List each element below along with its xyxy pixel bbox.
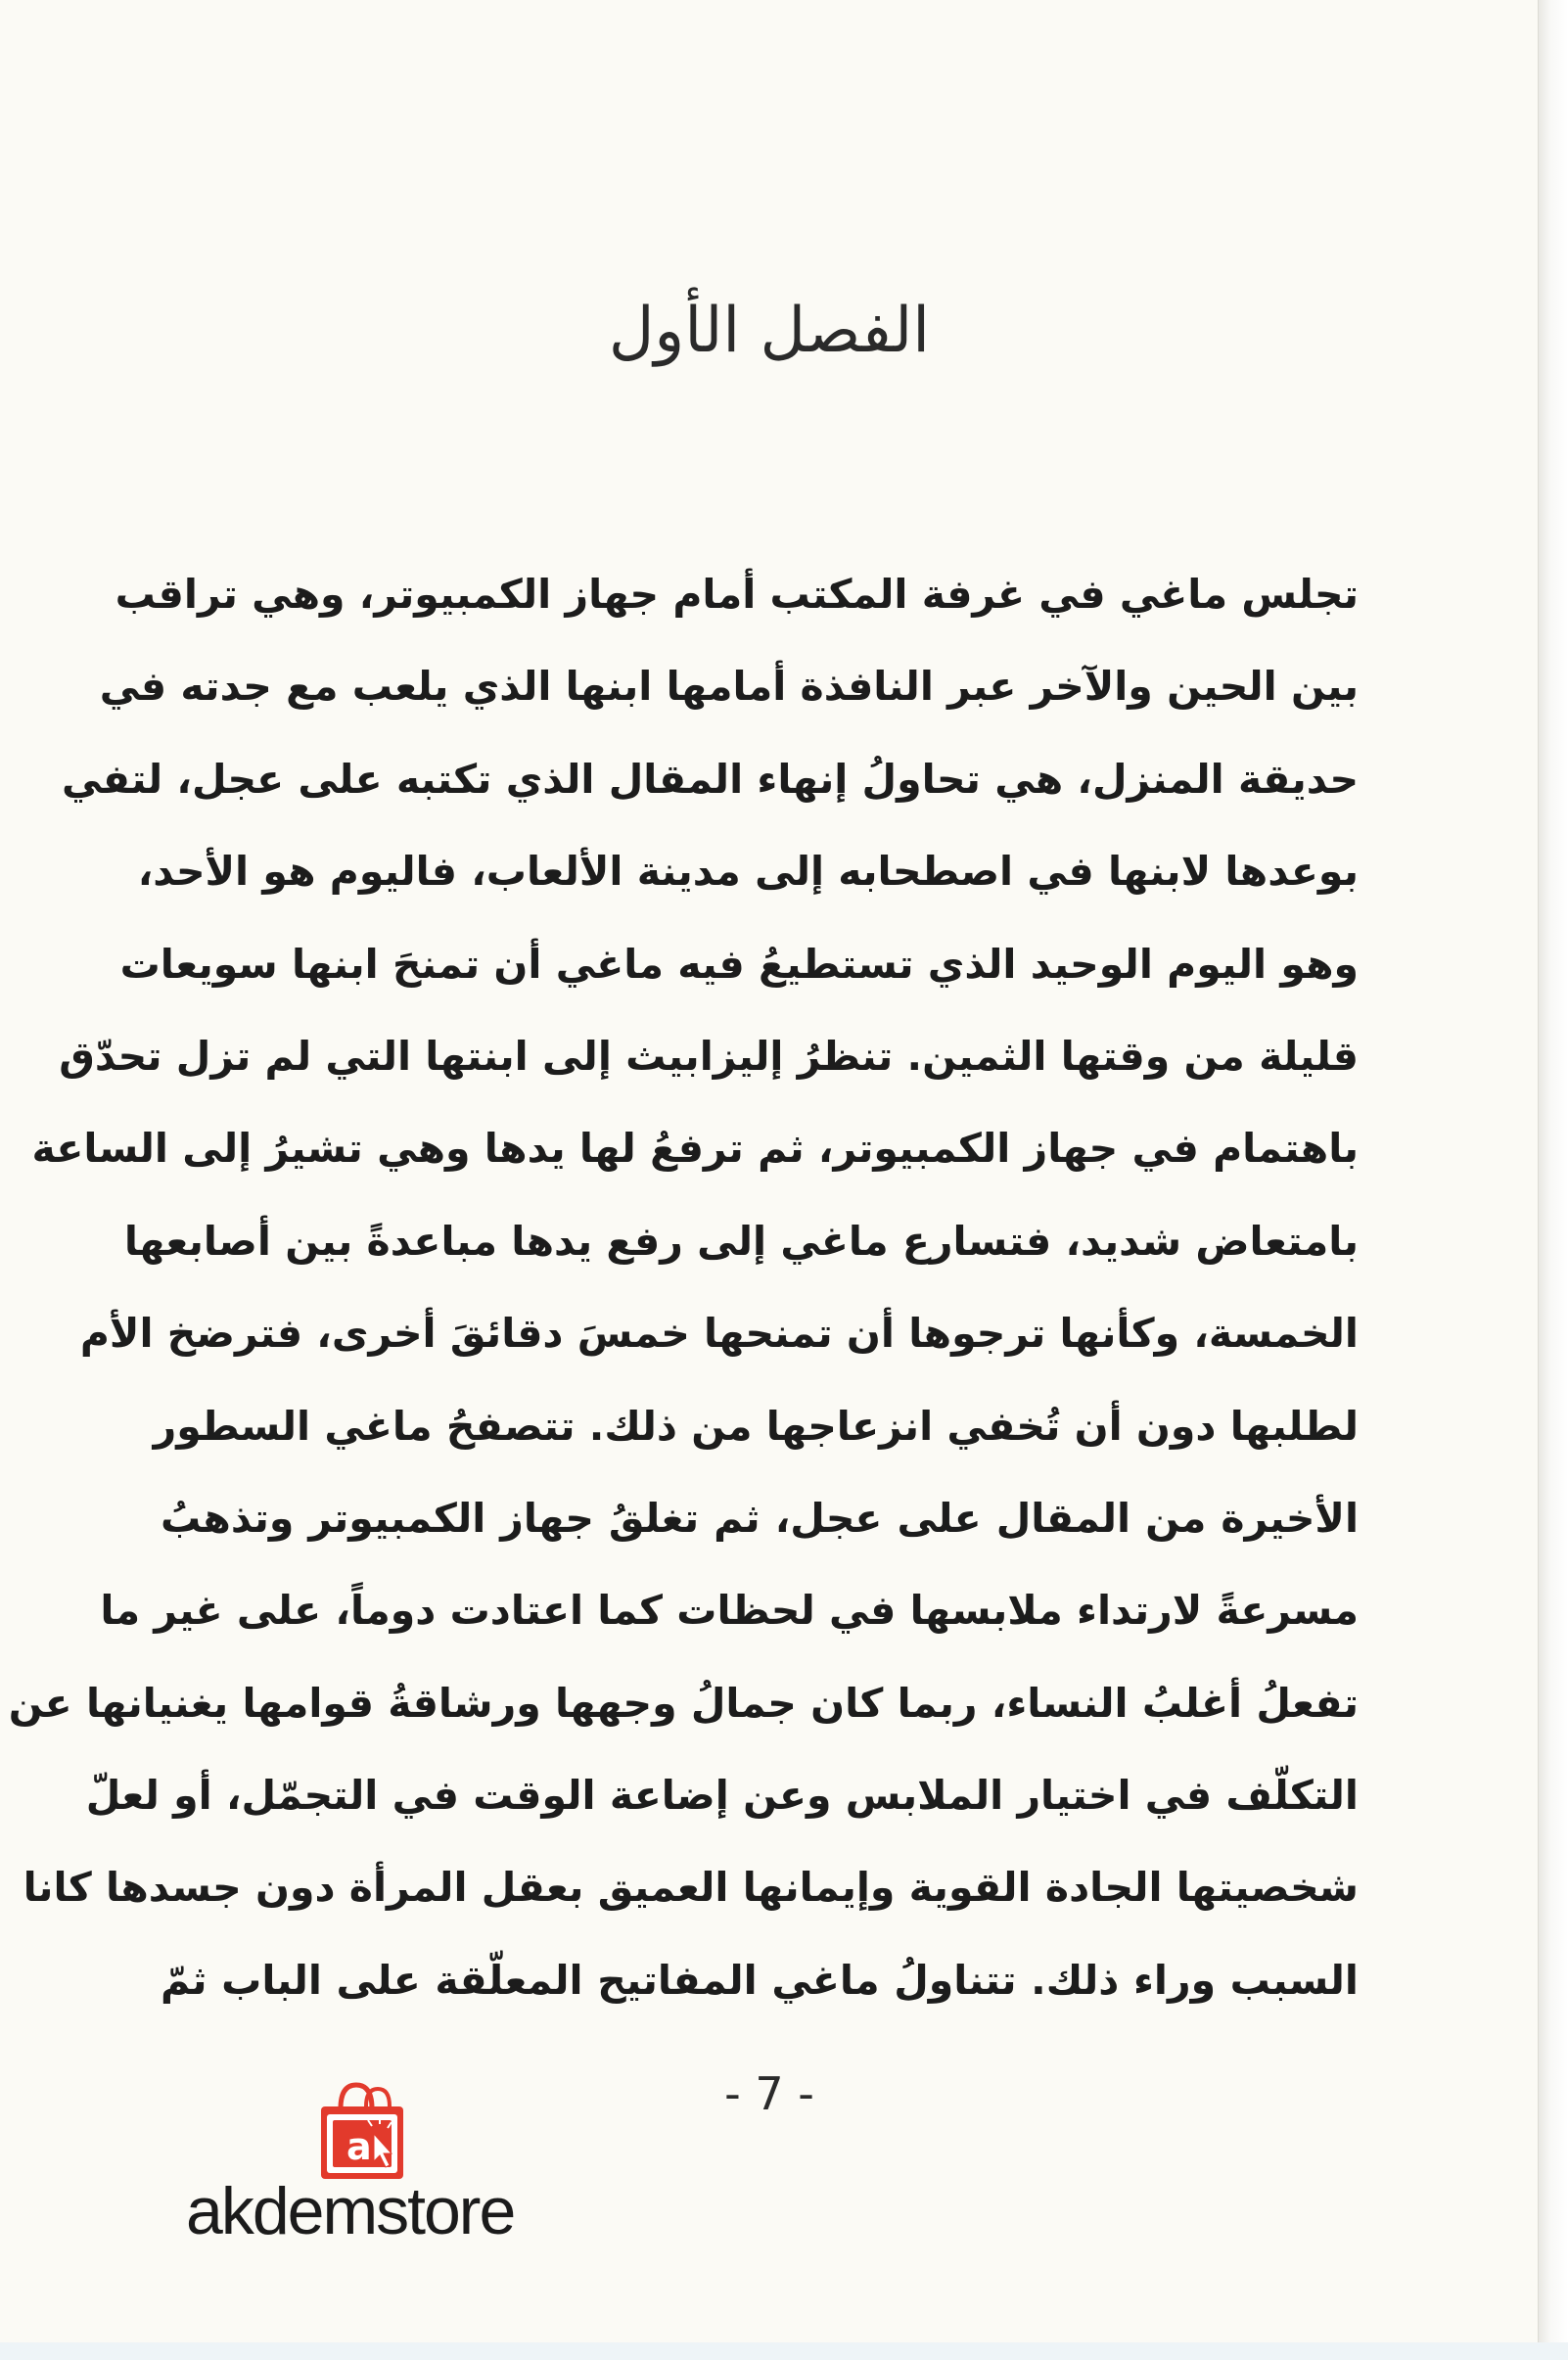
text-line: باهتمام في جهاز الكمبيوتر، ثم ترفعُ لها يدها وهي تشيرُ إلى الساعة xyxy=(31,1125,1359,1173)
text-line: لطلبها دون أن تُخفي انزعاجها من ذلك. تتصفحُ ماغي السطور xyxy=(153,1402,1359,1450)
text-line: حديقة المنزل، هي تحاولُ إنهاء المقال الذي تكتبه على عجل، لتفي xyxy=(61,755,1359,803)
akdemstore-logo xyxy=(182,2077,603,2253)
brand-wordmark: akdemstore xyxy=(186,2174,515,2248)
text-line: قليلة من وقتها الثمين. تنظرُ إليزابيث إلى ابنتها التي لم تزل تحدّق xyxy=(59,1032,1359,1080)
text-line: وهو اليوم الوحيد الذي تستطيعُ فيه ماغي أن تمنحَ ابنها سويعات xyxy=(119,940,1359,988)
scan-footer-band xyxy=(0,2342,1568,2360)
shopping-bag-icon xyxy=(321,2085,403,2179)
text-line: شخصيتها الجادة القوية وإيمانها العميق بعقل المرأة دون جسدها كانا xyxy=(23,1864,1359,1912)
akdemstore-watermark xyxy=(182,2077,603,2253)
chapter-paragraph xyxy=(8,548,1359,2026)
text-line: الخمسة، وكأنها ترجوها أن تمنحها خمسَ دقائقَ أخرى، فترضخ الأم xyxy=(79,1310,1359,1358)
page-edge xyxy=(1538,0,1568,2360)
chapter-title: الفصل الأول xyxy=(608,294,931,367)
text-line: تفعلُ أغلبُ النساء، ربما كان جمالُ وجهها ورشاقةُ قوامها يغنيانها عن xyxy=(8,1679,1359,1727)
text-line: بين الحين والآخر عبر النافذة أمامها ابنها الذي يلعب مع جدته في xyxy=(99,663,1359,711)
text-line: الأخيرة من المقال على عجل، ثم تغلقُ جهاز الكمبيوتر وتذهبُ xyxy=(161,1494,1359,1542)
text-line: تجلس ماغي في غرفة المكتب أمام جهاز الكمبيوتر، وهي تراقب xyxy=(115,571,1359,618)
logo-letter: a xyxy=(346,2125,372,2168)
text-line: مسرعةً لارتداء ملابسها في لحظات كما اعتادت دوماً، على غير ما xyxy=(100,1587,1359,1635)
text-line: بامتعاض شديد، فتسارع ماغي إلى رفع يدها مباعدةً بين أصابعها xyxy=(123,1217,1359,1265)
text-line: السبب وراء ذلك. تتناولُ ماغي المفاتيح المعلّقة على الباب ثمّ xyxy=(161,1956,1359,2004)
text-line: التكلّف في اختيار الملابس وعن إضاعة الوقت في التجمّل، أو لعلّ xyxy=(85,1772,1359,1820)
page-number: - 7 - xyxy=(724,2067,814,2120)
text-line: بوعدها لابنها في اصطحابه إلى مدينة الألعاب، فاليوم هو الأحد، xyxy=(137,848,1359,896)
